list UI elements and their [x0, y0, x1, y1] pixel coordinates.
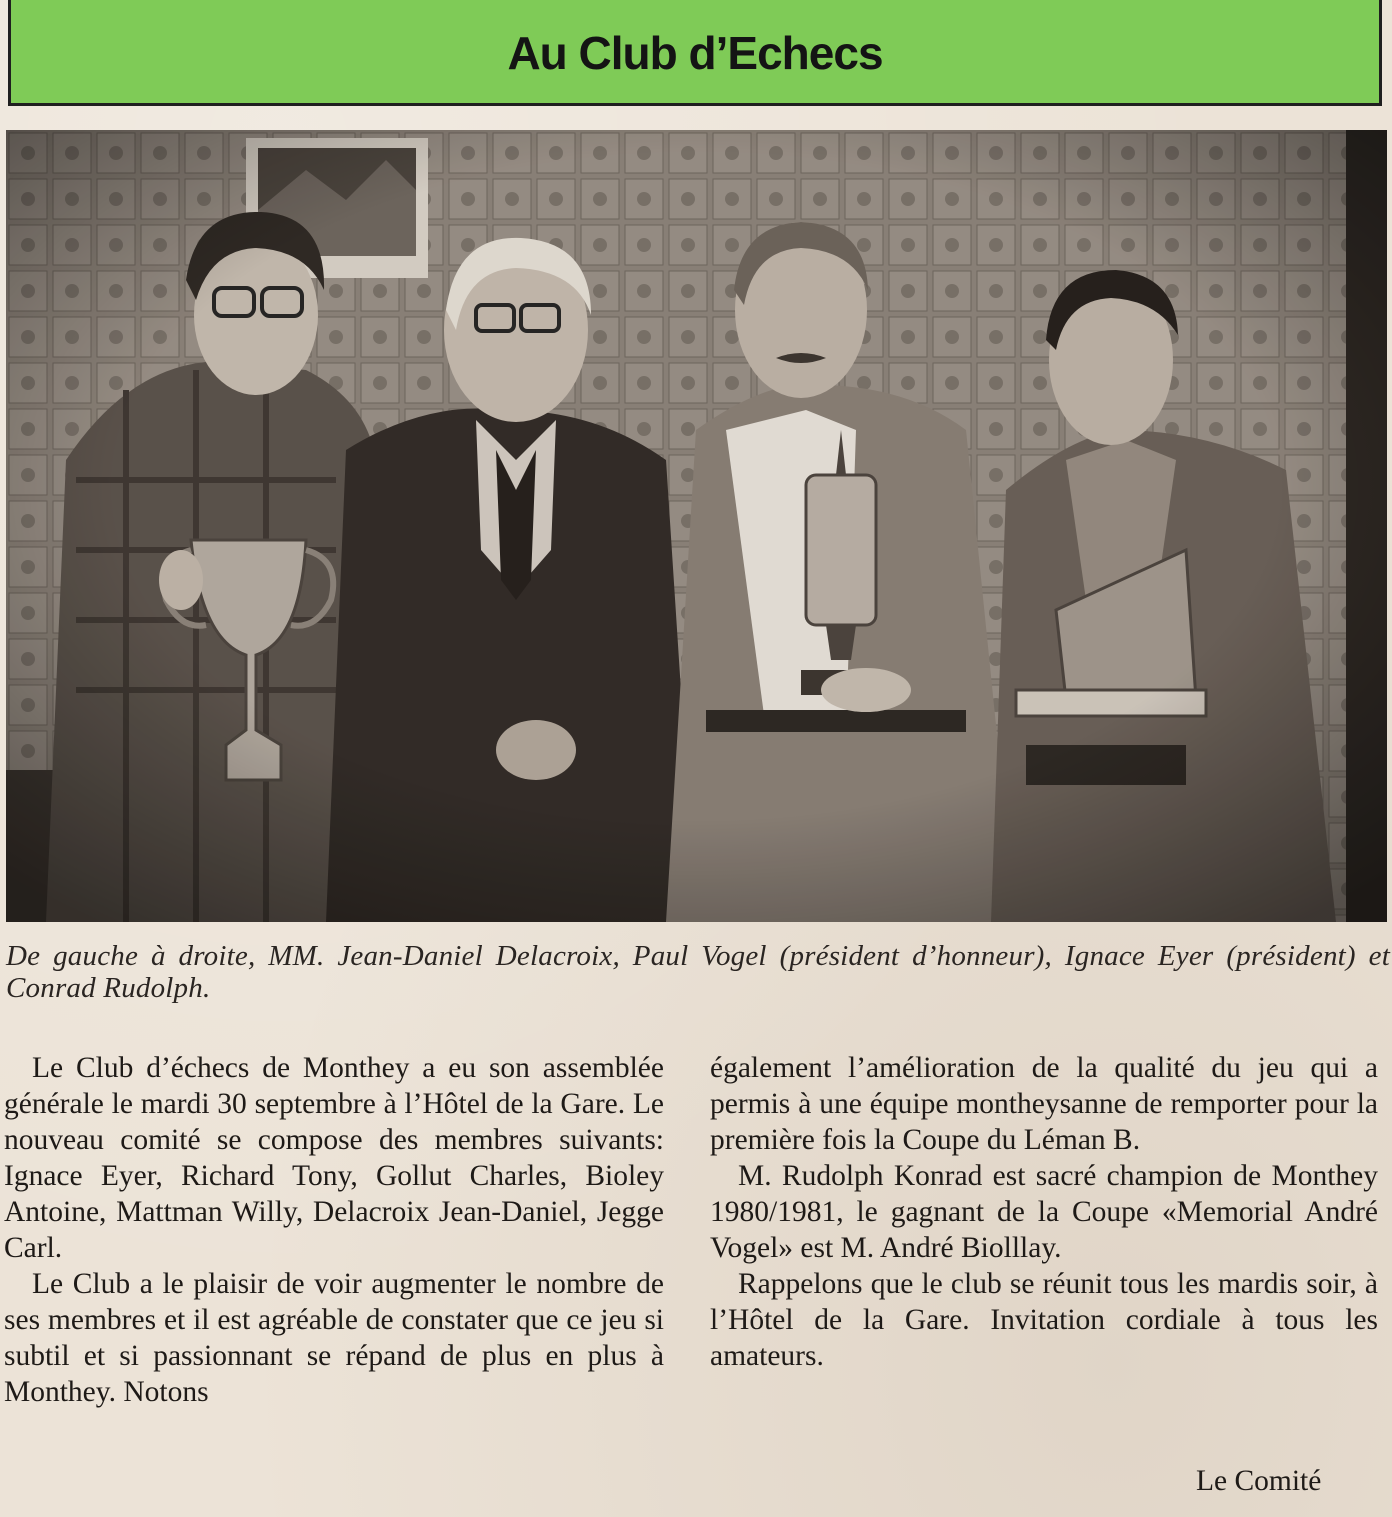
article-column-left: [4, 1050, 664, 1410]
paragraph: M. Rudolph Konrad est sacré champion de Monthey 1980/1981, le gagnant de la Coupe «Memorial André Vogel» est M. André Biolllay.: [710, 1160, 1378, 1264]
photo-four-men-with-trophies-icon: [6, 130, 1387, 922]
paragraph: également l’amélioration de la qualité du jeu qui a permis à une équipe montheysanne de remporter pour la première fois la Coupe du Léman B.: [710, 1052, 1378, 1156]
article-signature: Le Comité: [1196, 1465, 1322, 1497]
title-banner: [8, 0, 1382, 106]
group-photo: [6, 130, 1387, 922]
article-column-right: [710, 1050, 1378, 1374]
article-title: Au Club d’Echecs: [507, 27, 883, 79]
photo-caption: De gauche à droite, MM. Jean-Daniel Delacroix, Paul Vogel (président d’honneur), Ignace Eyer (président) et Conrad Rudolph.: [6, 940, 1390, 1004]
paragraph: Rappelons que le club se réunit tous les mardis soir, à l’Hôtel de la Gare. Invitation cordiale à tous les amateurs.: [710, 1268, 1378, 1372]
paragraph: Le Club a le plaisir de voir augmenter le nombre de ses membres et il est agréable de constater que ce jeu si subtil et si passionnant se répand de plus en plus à Monthey. Notons: [4, 1268, 664, 1408]
paragraph: Le Club d’échecs de Monthey a eu son assemblée générale le mardi 30 septembre à l’Hôtel de la Gare. Le nouveau comité se compose des membres suivants: Ignace Eyer, Richard Tony, Gollut Charles, Bioley Antoine, Mattman Willy, Delacroix Jean-Daniel, Jegge Carl.: [4, 1052, 664, 1264]
